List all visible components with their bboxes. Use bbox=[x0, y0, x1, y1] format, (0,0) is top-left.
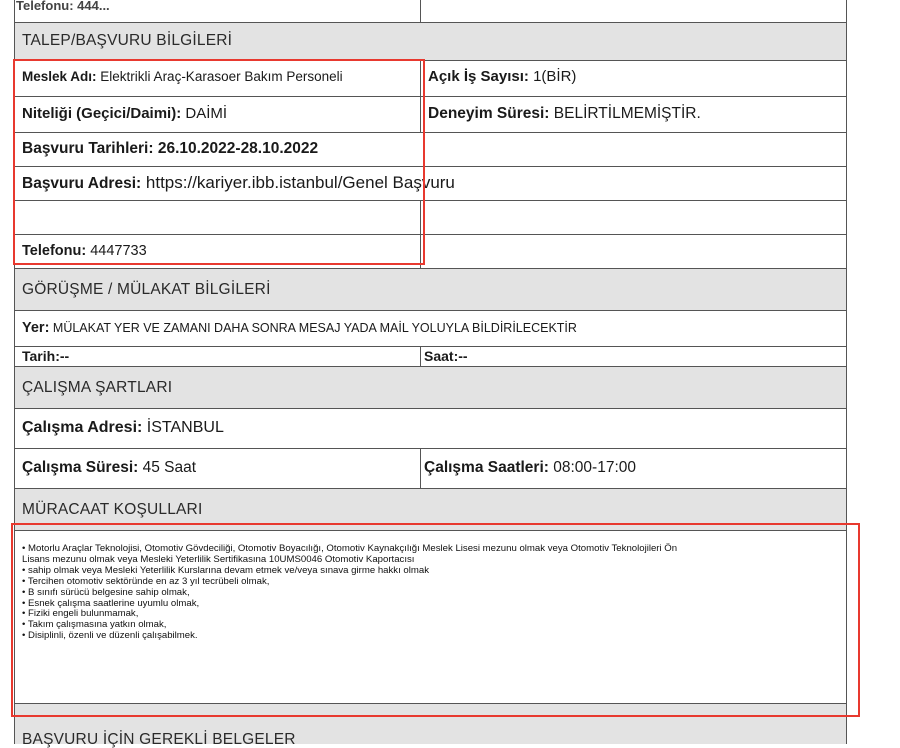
calisma-saat-label: Çalışma Saatleri: bbox=[424, 459, 549, 476]
acik-is-value: 1(BİR) bbox=[533, 68, 577, 85]
calisma-adres-label: Çalışma Adresi: bbox=[22, 419, 143, 436]
talep-section-header: TALEP/BAŞVURU BİLGİLERİ bbox=[22, 32, 233, 49]
yer-row bbox=[22, 321, 577, 336]
calisma-sure-label: Çalışma Süresi: bbox=[22, 459, 139, 476]
calisma-adres-row bbox=[22, 420, 224, 436]
muracaat-section-header: MÜRACAAT KOŞULLARI bbox=[22, 501, 203, 518]
yer-value: MÜLAKAT YER VE ZAMANI DAHA SONRA MESAJ YADA MAİL YOLUYLA BİLDİRİLECEKTİR bbox=[52, 321, 577, 335]
deneyim-row bbox=[428, 106, 701, 122]
calisma-section-header: ÇALIŞMA ŞARTLARI bbox=[22, 379, 173, 396]
list-item: • Disiplinli, özenli ve düzenli çalışabilmek. bbox=[22, 630, 198, 642]
deneyim-value: BELİRTİLMEMİŞTİR. bbox=[553, 105, 701, 122]
meslek-value: Elektrikli Araç-Karasoer Bakım Personeli bbox=[100, 69, 343, 84]
basvuru-tarih-label: Başvuru Tarihleri: bbox=[22, 140, 154, 157]
nitelik-value: DAİMİ bbox=[185, 105, 228, 122]
calisma-sure-row bbox=[22, 460, 196, 476]
basvuru-adres-label: Başvuru Adresi: bbox=[22, 175, 142, 192]
annotation-box-top bbox=[13, 59, 425, 265]
saat-label: Saat:-- bbox=[424, 348, 468, 364]
calisma-adres-value: İSTANBUL bbox=[146, 419, 224, 436]
calisma-sure-value: 45 Saat bbox=[142, 459, 197, 476]
list-item: Lisans mezunu olmak veya Mesleki Yeterlilik Sertifikasına 10UMS0046 Otomotiv Kaportacısı bbox=[22, 553, 415, 565]
list-item: • Takım çalışmasına yatkın olmak, bbox=[22, 619, 167, 631]
meslek-label: Meslek Adı: bbox=[22, 69, 97, 84]
list-item: • B sınıfı sürücü belgesine sahip olmak, bbox=[22, 586, 190, 598]
yer-label: Yer: bbox=[22, 320, 50, 336]
acik-is-row bbox=[428, 69, 576, 84]
gorusme-section-header: GÖRÜŞME / MÜLAKAT BİLGİLERİ bbox=[22, 281, 271, 298]
next-section-header: BAŞVURU İÇİN GEREKLİ BELGELER bbox=[22, 731, 296, 748]
list-item: • Motorlu Araçlar Teknolojisi, Otomotiv Gövdeciliği, Otomotiv Boyacılığı, Otomotiv Kaynakçılığı Meslek Lisesi mezunu olmak veya Otomotiv Teknolojileri Ön bbox=[22, 543, 678, 554]
basvuru-adres-link[interactable]: https://kariyer.ibb.istanbul/Genel Başvuru bbox=[145, 173, 455, 192]
telefon-value: 4447733 bbox=[90, 243, 147, 259]
basvuru-tarih-value: 26.10.2022-28.10.2022 bbox=[157, 140, 319, 157]
list-item: • sahip olmak veya Mesleki Yeterlilik Kurslarına devam etmek ve/veya sınava girme hakkı olmak bbox=[22, 564, 430, 576]
nitelik-label: Niteliği (Geçici/Daimi): bbox=[22, 105, 182, 122]
list-item: • Esnek çalışma saatlerine uyumlu olmak, bbox=[22, 597, 200, 609]
calisma-saat-row bbox=[424, 460, 636, 476]
list-item: • Tercihen otomotiv sektöründe en az 3 yıl tecrübeli olmak, bbox=[22, 575, 270, 587]
tarih-label: Tarih:-- bbox=[22, 348, 70, 364]
cut-off-text: Telefonu: 444... bbox=[16, 0, 110, 13]
list-item: • Fiziki engeli bulunmamak, bbox=[22, 608, 139, 620]
deneyim-label: Deneyim Süresi: bbox=[428, 105, 550, 122]
calisma-saat-value: 08:00-17:00 bbox=[553, 459, 636, 476]
telefon-label: Telefonu: bbox=[22, 243, 87, 259]
acik-is-label: Açık İş Sayısı: bbox=[428, 68, 529, 85]
annotation-box-bottom bbox=[11, 523, 860, 717]
